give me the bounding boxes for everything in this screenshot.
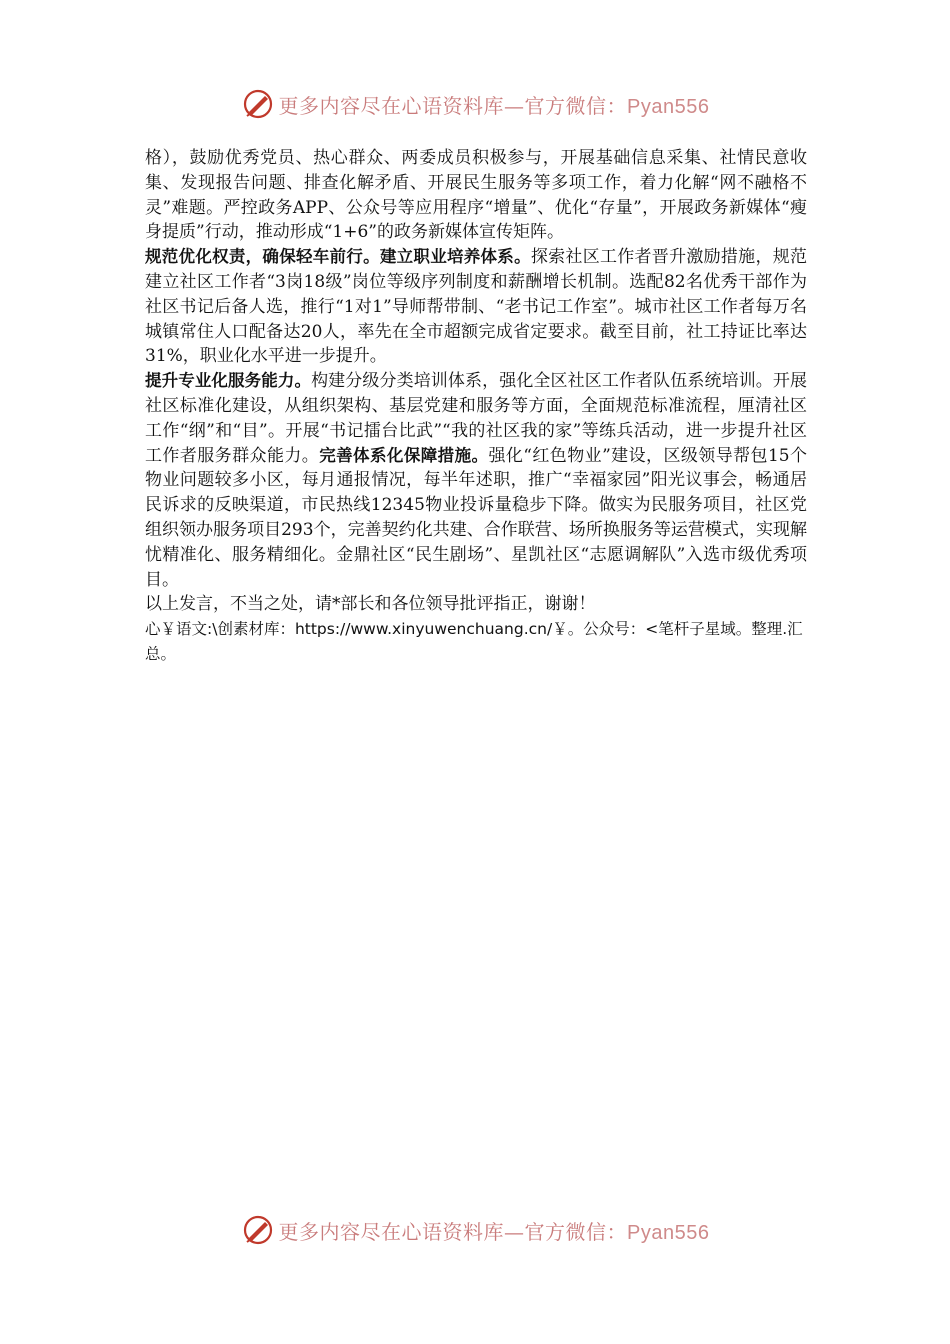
quill-logo-icon [241, 87, 275, 121]
paragraph-career-system: 规范优化权责，确保轻车前行。建立职业培养体系。探索社区工作者晋升激励措施，规范建立社区工作者“3岗18级”岗位等级序列制度和薪酬增长机制。选配82名优秀干部作为社区书记后备人选，推行“1对1”导师帮带制、“老书记工作室”。城市社区工作者每万名城镇常住人口配备达20人，率先在全市超额完成省定要求。截至目前，社工持证比率达31%，职业化水平进一步提升。 [145, 247, 808, 367]
closing-remark: 以上发言，不当之处，请*部长和各位领导批评指正，谢谢！ [145, 594, 596, 615]
heading-career-system: 规范优化权责，确保轻车前行。建立职业培养体系。 [145, 247, 531, 267]
header-wechat-handle: Pyan556 [627, 95, 710, 118]
heading-guarantee-measures: 完善体系化保障措施。 [319, 445, 489, 465]
footer-banner [0, 1210, 950, 1250]
footer-banner-text: 更多内容尽在心语资料库—官方微信：Pyan556 [278, 1219, 710, 1244]
header-banner-text: 更多内容尽在心语资料库—官方微信：Pyan556 [278, 93, 710, 118]
header-banner [0, 84, 950, 124]
footer-wechat-handle: Pyan556 [627, 1221, 710, 1244]
paragraph-grid-governance: 格），鼓励优秀党员、热心群众、两委成员积极参与，开展基础信息采集、社情民意收集、发现报告问题、排查化解矛盾、开展民生服务等多项工作，着力化解“网不融格不灵”难题。严控政务APP、公众号等应用程序“增量”、优化“存量”，开展政务新媒体“瘦身提质”行动，推动形成“1+6”的政务新媒体宣传矩阵。 [145, 148, 807, 243]
quill-logo-icon [241, 1213, 275, 1247]
heading-professional-service: 提升专业化服务能力。 [145, 371, 312, 391]
document-body [145, 146, 807, 667]
source-note: 心￥语文:\创素材库：https://www.xinyuwenchuang.cn/￥。公众号：<笔杆子星域。整理.汇总。 [145, 620, 803, 664]
paragraph-professional-service: 提升专业化服务能力。构建分级分类培训体系，强化全区社区工作者队伍系统培训。开展社区标准化建设，从组织架构、基层党建和服务等方面，全面规范标准流程，厘清社区工作“纲”和“目”。开展“书记擂台比武”“我的社区我的家”等练兵活动，进一步提升社区工作者服务群众能力。完善体系化保障措施。强化“红色物业”建设，区级领导帮包15个物业问题较多小区，每月通报情况，每半年述职，推广“幸福家园”阳光议事会，畅通居民诉求的反映渠道，市民热线12345物业投诉量稳步下降。做实为民服务项目，社区党组织领办服务项目293个，完善契约化共建、合作联营、场所换服务等运营模式，实现解忧精准化、服务精细化。金鼎社区“民生剧场”、星凯社区“志愿调解队”入选市级优秀项目。 [145, 371, 808, 590]
